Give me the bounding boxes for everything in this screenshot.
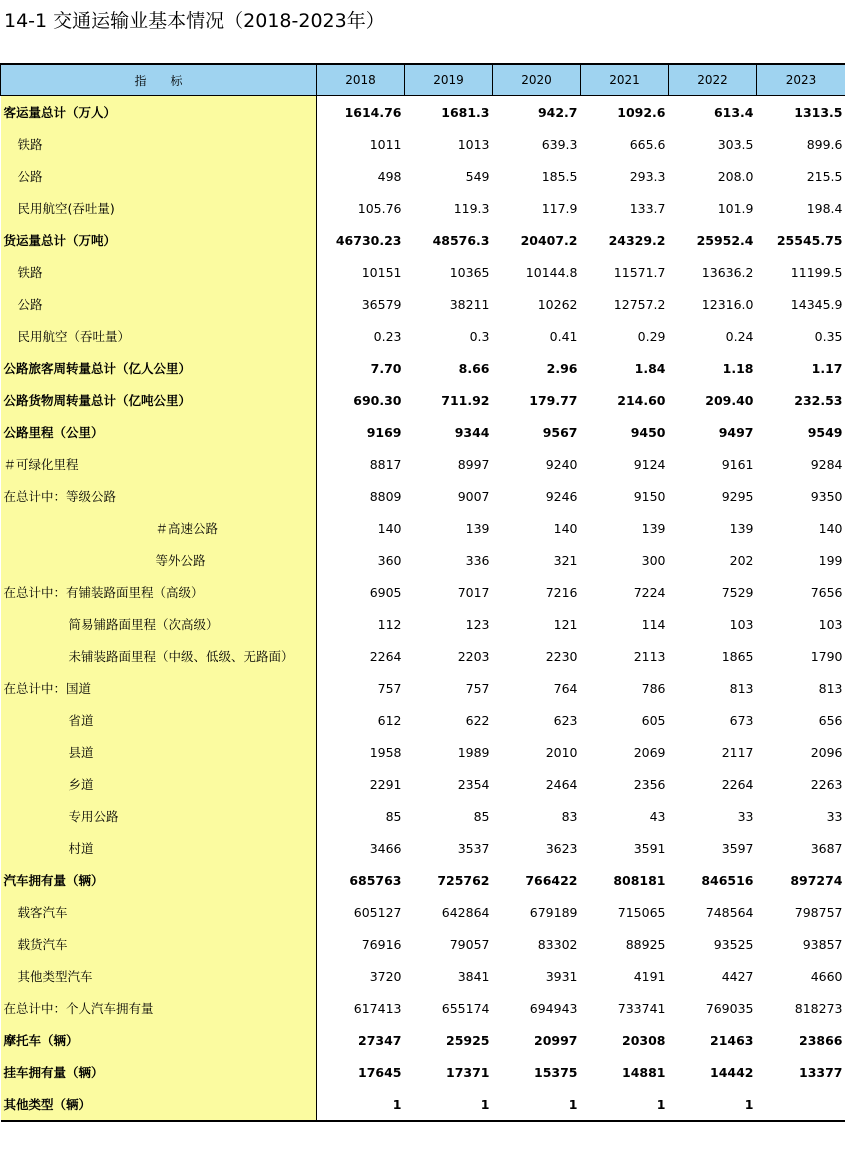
row-value: 2.96 (546, 360, 578, 376)
row-value: 112 (377, 616, 402, 632)
row-value: 798757 (794, 904, 843, 920)
row-label: 民用航空（吞吐量） (1, 320, 317, 352)
table-row (1, 352, 845, 384)
row-value: 694943 (529, 1000, 578, 1016)
row-label: 货运量总计（万吨） (1, 224, 317, 256)
row-value: 1.84 (634, 360, 666, 376)
row-value: 2010 (545, 744, 578, 760)
table-row (1, 320, 845, 352)
row-value: 46730.23 (335, 232, 402, 248)
row-value: 103 (818, 616, 843, 632)
row-value: 711.92 (441, 392, 490, 408)
row-value: 139 (641, 520, 666, 536)
row-value: 766422 (525, 872, 578, 888)
row-value: 33 (737, 808, 754, 824)
row-value: 1013 (457, 136, 490, 152)
row-value: 813 (729, 680, 754, 696)
table-row (1, 384, 845, 416)
row-value: 9240 (545, 456, 578, 472)
row-value: 605 (641, 712, 666, 728)
row-label: 铁路 (1, 256, 317, 288)
row-label: 客运量总计（万人） (1, 96, 317, 129)
row-value: 656 (818, 712, 843, 728)
table-row (1, 416, 845, 448)
row-label: 公路里程（公里） (1, 416, 317, 448)
row-value: 549 (465, 168, 490, 184)
row-value: 101.9 (717, 200, 754, 216)
table-row (1, 704, 845, 736)
row-value: 1313.5 (794, 104, 843, 120)
row-value: 1011 (369, 136, 402, 152)
row-value: 9161 (721, 456, 754, 472)
row-label: 其他类型（辆） (1, 1088, 317, 1121)
row-value: 9284 (810, 456, 843, 472)
row-value: 133.7 (629, 200, 666, 216)
row-label: 民用航空(吞吐量) (1, 192, 317, 224)
row-value: 1790 (810, 648, 843, 664)
table-row (1, 1024, 845, 1056)
row-value (757, 1088, 845, 1121)
row-label: 载客汽车 (1, 896, 317, 928)
row-value: 208.0 (717, 168, 754, 184)
row-value: 27347 (358, 1032, 402, 1048)
row-value: 818273 (794, 1000, 843, 1016)
row-value: 673 (729, 712, 754, 728)
row-value: 1958 (369, 744, 402, 760)
row-value: 942.7 (537, 104, 578, 120)
row-value: 665.6 (629, 136, 666, 152)
row-value: 7.70 (370, 360, 402, 376)
row-value: 10151 (361, 264, 402, 280)
row-value: 15375 (534, 1064, 578, 1080)
table-row (1, 864, 845, 896)
row-value: 12757.2 (613, 296, 666, 312)
row-value: 764 (553, 680, 578, 696)
row-label: 在总计中：个人汽车拥有量 (1, 992, 317, 1024)
row-value: 20407.2 (520, 232, 578, 248)
table-row (1, 480, 845, 512)
row-value: 13636.2 (701, 264, 754, 280)
row-value: 114 (641, 616, 666, 632)
row-value: 117.9 (541, 200, 578, 216)
row-value: 13377 (799, 1064, 843, 1080)
row-value: 139 (465, 520, 490, 536)
row-value: 20997 (534, 1032, 578, 1048)
row-value: 1614.76 (344, 104, 402, 120)
row-value: 0.41 (549, 328, 578, 344)
year-column-header: 2020 (493, 64, 581, 96)
row-value: 202 (729, 552, 754, 568)
row-label: 专用公路 (1, 800, 317, 832)
table-row (1, 96, 845, 129)
row-value: 14442 (710, 1064, 754, 1080)
row-value: 7529 (721, 584, 754, 600)
row-value: 36579 (361, 296, 402, 312)
year-column-header: 2022 (669, 64, 757, 96)
row-value: 639.3 (541, 136, 578, 152)
row-value: 748564 (705, 904, 754, 920)
row-value: 215.5 (806, 168, 843, 184)
row-label: 挂车拥有量（辆） (1, 1056, 317, 1088)
row-value: 6905 (369, 584, 402, 600)
row-value: 123 (465, 616, 490, 632)
table-row (1, 928, 845, 960)
row-value: 76916 (361, 936, 402, 952)
row-value: 9150 (633, 488, 666, 504)
row-label: 省道 (1, 704, 317, 736)
row-value: 85 (473, 808, 490, 824)
row-value: 321 (553, 552, 578, 568)
row-value: 757 (377, 680, 402, 696)
row-value: 336 (465, 552, 490, 568)
row-value: 3537 (457, 840, 490, 856)
row-label: 在总计中：有铺装路面里程（高级） (1, 576, 317, 608)
row-value: 8.66 (458, 360, 490, 376)
table-row (1, 608, 845, 640)
row-value: 4191 (633, 968, 666, 984)
row-value: 1989 (457, 744, 490, 760)
row-value: 3597 (721, 840, 754, 856)
row-label: ＃可绿化里程 (1, 448, 317, 480)
row-value: 2113 (633, 648, 666, 664)
row-value: 300 (641, 552, 666, 568)
row-value: 33 (826, 808, 843, 824)
row-value: 14345.9 (790, 296, 843, 312)
row-label: 公路货物周转量总计（亿吨公里） (1, 384, 317, 416)
row-value: 43 (649, 808, 666, 824)
row-value: 9450 (630, 424, 666, 440)
row-value: 2117 (721, 744, 754, 760)
row-value: 9344 (454, 424, 490, 440)
row-value: 0.29 (637, 328, 666, 344)
row-value: 9295 (721, 488, 754, 504)
row-value: 140 (818, 520, 843, 536)
row-value: 11571.7 (613, 264, 666, 280)
row-value: 85 (385, 808, 402, 824)
row-label: ＃高速公路 (1, 512, 317, 544)
row-value: 88925 (625, 936, 666, 952)
table-row (1, 832, 845, 864)
row-value: 48576.3 (432, 232, 490, 248)
row-value: 140 (377, 520, 402, 536)
row-value: 498 (377, 168, 402, 184)
row-label: 公路 (1, 160, 317, 192)
row-value: 7216 (545, 584, 578, 600)
table-row (1, 512, 845, 544)
row-value: 655174 (441, 1000, 490, 1016)
row-value: 0.3 (469, 328, 490, 344)
row-value: 3623 (545, 840, 578, 856)
row-value: 83 (561, 808, 578, 824)
row-value: 2096 (810, 744, 843, 760)
row-value: 9567 (542, 424, 578, 440)
row-value: 9497 (718, 424, 754, 440)
row-value: 17371 (446, 1064, 490, 1080)
row-label: 载货汽车 (1, 928, 317, 960)
row-value: 232.53 (794, 392, 843, 408)
row-value: 83302 (537, 936, 578, 952)
row-value: 2354 (457, 776, 490, 792)
table-row (1, 160, 845, 192)
row-value: 9007 (457, 488, 490, 504)
row-value: 679189 (529, 904, 578, 920)
row-value: 25952.4 (696, 232, 754, 248)
row-label: 摩托车（辆） (1, 1024, 317, 1056)
table-header-row (1, 64, 845, 96)
row-value: 25545.75 (776, 232, 843, 248)
row-value: 1.17 (811, 360, 843, 376)
row-label: 县道 (1, 736, 317, 768)
table-row (1, 768, 845, 800)
table-row (1, 896, 845, 928)
row-value: 9549 (807, 424, 843, 440)
row-value: 1 (317, 1088, 405, 1121)
table-row (1, 256, 845, 288)
indicator-column-header: 指 标 (1, 64, 317, 96)
table-row (1, 576, 845, 608)
row-value: 3931 (545, 968, 578, 984)
row-value: 38211 (449, 296, 490, 312)
row-value: 1092.6 (617, 104, 666, 120)
row-value: 612 (377, 712, 402, 728)
row-value: 3466 (369, 840, 402, 856)
row-label: 简易铺路面里程（次高级） (1, 608, 317, 640)
row-label: 铁路 (1, 128, 317, 160)
row-value: 140 (553, 520, 578, 536)
row-value: 179.77 (529, 392, 578, 408)
row-value: 8997 (457, 456, 490, 472)
row-value: 2263 (810, 776, 843, 792)
table-row (1, 736, 845, 768)
row-value: 199 (818, 552, 843, 568)
row-value: 1681.3 (441, 104, 490, 120)
row-label: 汽车拥有量（辆） (1, 864, 317, 896)
row-label: 等外公路 (1, 544, 317, 576)
row-value: 209.40 (705, 392, 754, 408)
row-value: 12316.0 (701, 296, 754, 312)
row-value: 7224 (633, 584, 666, 600)
year-column-header: 2021 (581, 64, 669, 96)
row-value: 733741 (617, 1000, 666, 1016)
row-value: 808181 (613, 872, 666, 888)
row-value: 899.6 (806, 136, 843, 152)
row-value: 14881 (622, 1064, 666, 1080)
table-row (1, 1056, 845, 1088)
row-value: 617413 (353, 1000, 402, 1016)
row-value: 293.3 (629, 168, 666, 184)
transport-stats-table (0, 63, 845, 1122)
row-label: 乡道 (1, 768, 317, 800)
row-value: 21463 (710, 1032, 754, 1048)
row-value: 8809 (369, 488, 402, 504)
table-row (1, 640, 845, 672)
row-value: 2264 (721, 776, 754, 792)
row-value: 715065 (617, 904, 666, 920)
row-value: 2291 (369, 776, 402, 792)
row-value: 8817 (369, 456, 402, 472)
row-value: 10144.8 (525, 264, 578, 280)
row-value: 20308 (622, 1032, 666, 1048)
row-value: 7656 (810, 584, 843, 600)
row-value: 613.4 (713, 104, 754, 120)
row-value: 103 (729, 616, 754, 632)
row-label: 其他类型汽车 (1, 960, 317, 992)
page-title: 14-1 交通运输业基本情况（2018-2023年） (4, 10, 385, 32)
row-label: 在总计中：等级公路 (1, 480, 317, 512)
row-value: 7017 (457, 584, 490, 600)
row-value: 303.5 (717, 136, 754, 152)
row-value: 4660 (810, 968, 843, 984)
table-row (1, 192, 845, 224)
row-value: 0.23 (373, 328, 402, 344)
row-value: 1 (669, 1088, 757, 1121)
table-row (1, 288, 845, 320)
row-value: 139 (729, 520, 754, 536)
row-label: 公路旅客周转量总计（亿人公里） (1, 352, 317, 384)
table-row (1, 224, 845, 256)
row-value: 93525 (713, 936, 754, 952)
row-value: 360 (377, 552, 402, 568)
table-row (1, 960, 845, 992)
row-value: 121 (553, 616, 578, 632)
row-value: 185.5 (541, 168, 578, 184)
row-value: 93857 (802, 936, 843, 952)
row-value: 757 (465, 680, 490, 696)
row-value: 622 (465, 712, 490, 728)
table-row (1, 128, 845, 160)
row-value: 769035 (705, 1000, 754, 1016)
row-value: 1 (493, 1088, 581, 1121)
row-value: 725762 (437, 872, 490, 888)
row-value: 2264 (369, 648, 402, 664)
row-value: 10365 (449, 264, 490, 280)
row-value: 17645 (358, 1064, 402, 1080)
row-value: 813 (818, 680, 843, 696)
row-value: 685763 (349, 872, 402, 888)
row-value: 9350 (810, 488, 843, 504)
row-value: 623 (553, 712, 578, 728)
row-value: 1 (405, 1088, 493, 1121)
row-value: 79057 (449, 936, 490, 952)
row-value: 2203 (457, 648, 490, 664)
row-value: 2230 (545, 648, 578, 664)
year-column-header: 2018 (317, 64, 405, 96)
row-value: 2356 (633, 776, 666, 792)
row-value: 1 (581, 1088, 669, 1121)
row-value: 105.76 (357, 200, 402, 216)
row-value: 2464 (545, 776, 578, 792)
row-value: 11199.5 (790, 264, 843, 280)
row-value: 198.4 (806, 200, 843, 216)
row-value: 4427 (721, 968, 754, 984)
row-value: 690.30 (353, 392, 402, 408)
row-value: 897274 (790, 872, 843, 888)
row-value: 0.24 (725, 328, 754, 344)
table-row (1, 992, 845, 1024)
row-label: 村道 (1, 832, 317, 864)
row-value: 9169 (366, 424, 402, 440)
table-row (1, 544, 845, 576)
year-column-header: 2019 (405, 64, 493, 96)
table-row (1, 1088, 845, 1121)
row-value: 9246 (545, 488, 578, 504)
row-label: 未铺装路面里程（中级、低级、无路面） (1, 640, 317, 672)
row-value: 24329.2 (608, 232, 666, 248)
row-value: 1865 (721, 648, 754, 664)
row-value: 3841 (457, 968, 490, 984)
row-value: 214.60 (617, 392, 666, 408)
year-column-header: 2023 (757, 64, 845, 96)
row-value: 1.18 (722, 360, 754, 376)
row-value: 642864 (441, 904, 490, 920)
row-label: 公路 (1, 288, 317, 320)
row-value: 119.3 (453, 200, 490, 216)
row-value: 9124 (633, 456, 666, 472)
table-row (1, 672, 845, 704)
row-value: 23866 (799, 1032, 843, 1048)
row-value: 3720 (369, 968, 402, 984)
row-label: 在总计中：国道 (1, 672, 317, 704)
table-row (1, 800, 845, 832)
row-value: 2069 (633, 744, 666, 760)
row-value: 786 (641, 680, 666, 696)
row-value: 10262 (537, 296, 578, 312)
table-row (1, 448, 845, 480)
row-value: 3687 (810, 840, 843, 856)
row-value: 25925 (446, 1032, 490, 1048)
row-value: 846516 (701, 872, 754, 888)
row-value: 605127 (353, 904, 402, 920)
row-value: 3591 (633, 840, 666, 856)
row-value: 0.35 (814, 328, 843, 344)
